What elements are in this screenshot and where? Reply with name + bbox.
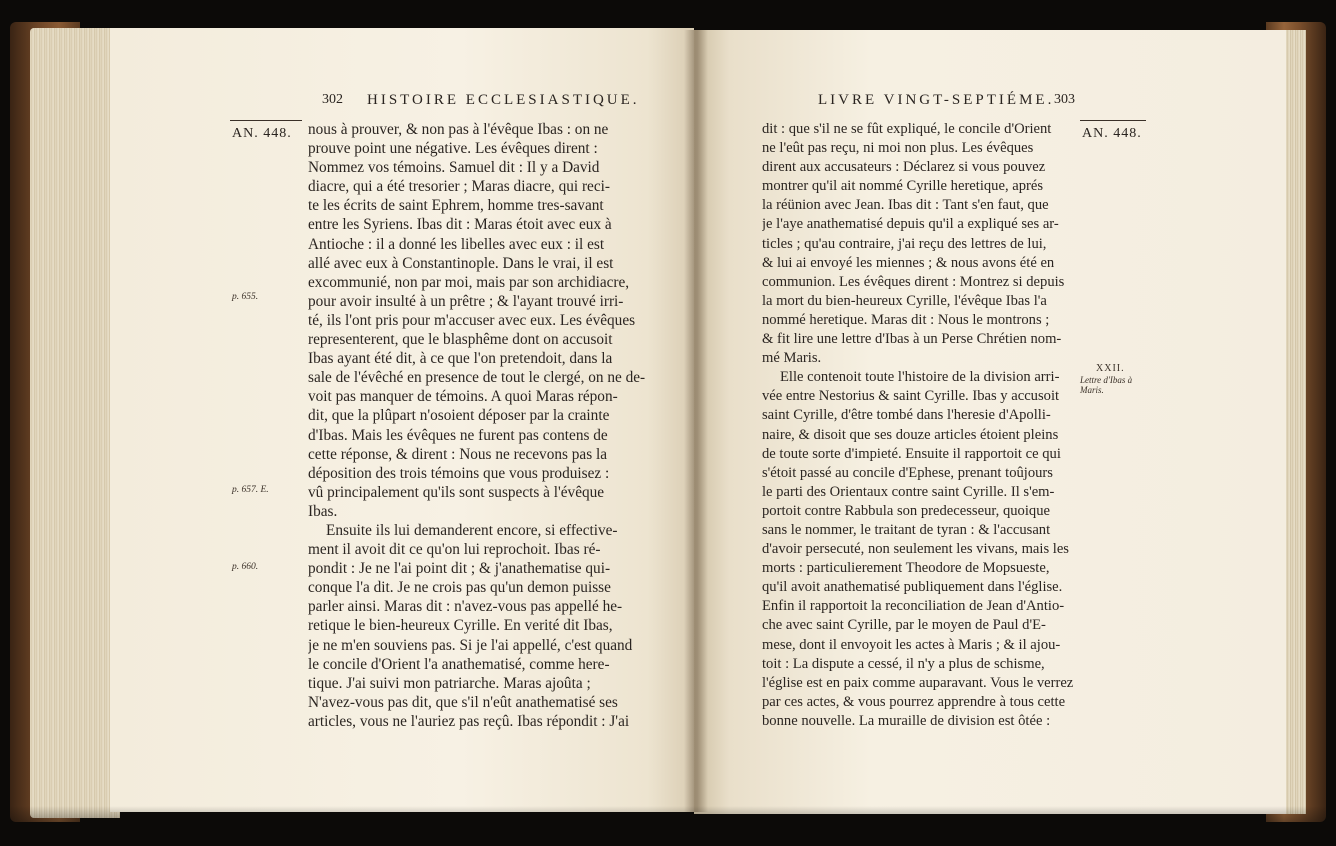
text-line: pour avoir insulté à un prêtre ; & l'ayant trouvé irri- [308, 292, 624, 310]
text-line: Ibas. [308, 502, 338, 520]
text-line: par ces actes, & vous pourrez apprendre à tous cette [762, 693, 1066, 710]
text-line: retique le bien-heureux Cyrille. En verité dit Ibas, [308, 617, 613, 635]
text-line: articles, vous ne l'auriez pas reçû. Ibas répondit : J'ai [308, 712, 630, 730]
text-line: communion. Les évêques dirent : Montrez si depuis [762, 273, 1065, 290]
text-line: toit : La dispute a cessé, il n'y a plus de schisme, [762, 655, 1045, 672]
left-body-text [308, 120, 664, 731]
right-year-note: AN. 448. [1082, 126, 1142, 141]
text-line: Antioche : il a donné les libelles avec eux : il est [308, 235, 605, 253]
text-line: nommé heretique. Maras dit : Nous le montrons ; [762, 311, 1050, 328]
text-line: d'Ibas. Mais les évêques ne furent pas contens de [308, 426, 608, 444]
text-line: tique. J'ai suivi mon patriarche. Maras ajoûta ; [308, 674, 591, 692]
text-line: te les écrits de saint Ephrem, homme tres-savant [308, 197, 604, 215]
text-line: ne l'eût pas reçu, ni moi non plus. Les évêques [762, 140, 1034, 157]
text-line: le parti des Orientaux contre saint Cyrille. Il s'em- [762, 483, 1055, 500]
text-line: ment il avoit dit ce qu'on lui reprochoit. Ibas ré- [308, 541, 601, 559]
left-year-note: AN. 448. [232, 126, 292, 141]
text-line: entre les Syriens. Ibas dit : Maras étoit avec eux à [308, 216, 612, 234]
left-running-head [322, 92, 640, 114]
text-line: Enfin il rapportoit la reconciliation de Jean d'Antio- [762, 598, 1065, 615]
text-line: mese, dont il envoyoit les actes à Maris ; & il ajou- [762, 636, 1061, 653]
text-line: Ibas ayant été dit, à ce que l'on pretendoit, dans la [308, 350, 613, 368]
text-line: parler ainsi. Maras dit : n'avez-vous pas appellé he- [308, 598, 623, 616]
text-line: Nommez vos témoins. Samuel dit : Il y a David [308, 159, 600, 177]
text-line: diacre, qui a été tresorier ; Maras diacre, qui reci- [308, 178, 610, 196]
text-line: d'avoir persecuté, non seulement les vivans, mais les [762, 541, 1069, 558]
section-number: XXII. [1096, 363, 1125, 374]
left-running-title: HISTOIRE ECCLESIASTIQUE. [367, 92, 640, 108]
text-line: déposition des trois témoins que vous produisez : [308, 464, 610, 482]
left-margin-note-1: p. 655. [232, 292, 259, 302]
text-line: s'étoit passé au concile d'Ephese, prenant toûjours [762, 464, 1053, 481]
text-line: la mort du bien-heureux Cyrille, l'évêque Ibas l'a [762, 292, 1047, 309]
text-line: ticles ; qu'au contraire, j'ai reçu des lettres de lui, [762, 235, 1047, 252]
text-line: bonne nouvelle. La muraille de division est ôtée : [762, 712, 1051, 729]
text-line: dit, que la plûpart n'osoient déposer par la crainte [308, 407, 610, 425]
book-gutter [684, 30, 708, 812]
text-line: & lui ai envoyé les miennes ; & nous avons été en [762, 254, 1055, 271]
text-line: je l'aye anathematisé depuis qu'il a expliqué ses ar- [762, 216, 1059, 233]
right-running-title: LIVRE VINGT-SEPTIÉME. [818, 92, 1055, 108]
text-line: morts : particulierement Theodore de Mopsueste, [762, 560, 1050, 577]
text-line: l'église est en paix comme auparavant. Vous le verrez [762, 674, 1074, 691]
text-line: pondit : Je ne l'ai point dit ; & j'anathematise qui- [308, 560, 611, 578]
text-line: de toute sorte d'impieté. Ensuite il rapportoit ce qui [762, 445, 1061, 462]
text-line: dit : que s'il ne se fût expliqué, le concile d'Orient [762, 121, 1052, 137]
text-line: Ensuite ils lui demanderent encore, si effective- [326, 521, 618, 539]
text-line: sans le nommer, le traitant de tyran : & l'accusant [762, 521, 1051, 538]
text-line: saint Cyrille, d'être tombé dans l'heresie d'Apolli- [762, 407, 1051, 424]
right-page-number: 303 [1054, 92, 1075, 107]
right-body-text [762, 120, 1076, 731]
text-line: N'avez-vous pas dit, que s'il n'eût anathematisé ses [308, 693, 618, 711]
text-line: je ne m'en souviens pas. Si je l'ai appellé, c'est quand [308, 636, 633, 654]
text-line: excommunié, non par moi, mais par son archidiacre, [308, 273, 630, 291]
left-page-edges [30, 28, 120, 818]
left-page-number: 302 [322, 92, 343, 107]
text-line: allé avec eux à Constantinople. Dans le vrai, il est [308, 254, 614, 272]
text-line: dirent aux accusateurs : Déclarez si vous pouvez [762, 159, 1046, 176]
text-line: naire, & disoit que ses douze articles étoient pleins [762, 426, 1059, 443]
text-line: cette réponse, & dirent : Nous ne recevons pas la [308, 445, 608, 463]
text-line: representerent, que le blasphême dont on accusoit [308, 331, 613, 349]
right-year-rule [1080, 120, 1146, 121]
text-line: mé Maris. [762, 350, 822, 367]
left-margin-note-3: p. 660. [232, 562, 259, 572]
text-line: le concile d'Orient l'a anathematisé, comme here- [308, 655, 610, 673]
text-line: sale de l'évêché en presence de tout le clergé, on ne de- [308, 369, 646, 387]
left-margin-note-2: p. 657. E. [232, 485, 269, 495]
text-line: & fit lire une lettre d'Ibas à un Perse Chrétien nom- [762, 331, 1062, 348]
side-note-line-1: Lettre d'Ibas à [1080, 375, 1133, 385]
text-line: portoit contre Rabbula son predecesseur, quoique [762, 502, 1050, 519]
right-running-head [818, 92, 1088, 114]
text-line: che avec saint Cyrille, par le moyen de Paul d'E- [762, 617, 1046, 634]
text-line: nous à prouver, & non pas à l'évêque Ibas : on ne [308, 121, 609, 138]
text-line: Elle contenoit toute l'histoire de la division arri- [780, 369, 1060, 386]
text-line: voit pas manquer de témoins. A quoi Maras répon- [308, 388, 618, 406]
text-line: té, ils l'ont pris pour m'accuser avec eux. Les évêques [308, 311, 636, 329]
text-line: vû principalement qu'ils sont suspects à l'évêque [308, 483, 605, 501]
text-line: qu'il avoit anathematisé publiquement dans l'église. [762, 579, 1063, 596]
bottom-shadow [0, 806, 1336, 846]
text-line: prouve point une négative. Les évêques dirent : [308, 140, 598, 158]
text-line: montrer qu'il ait nommé Cyrille heretique, aprés [762, 178, 1044, 195]
text-line: vée entre Nestorius & saint Cyrille. Ibas y accusoit [762, 388, 1060, 405]
text-line: conque l'a dit. Je ne crois pas qu'un demon puisse [308, 579, 611, 597]
side-note-line-2: Maris. [1080, 385, 1104, 395]
left-year-rule [230, 120, 302, 121]
text-line: la réünion avec Jean. Ibas dit : Tant s'en faut, que [762, 197, 1049, 214]
